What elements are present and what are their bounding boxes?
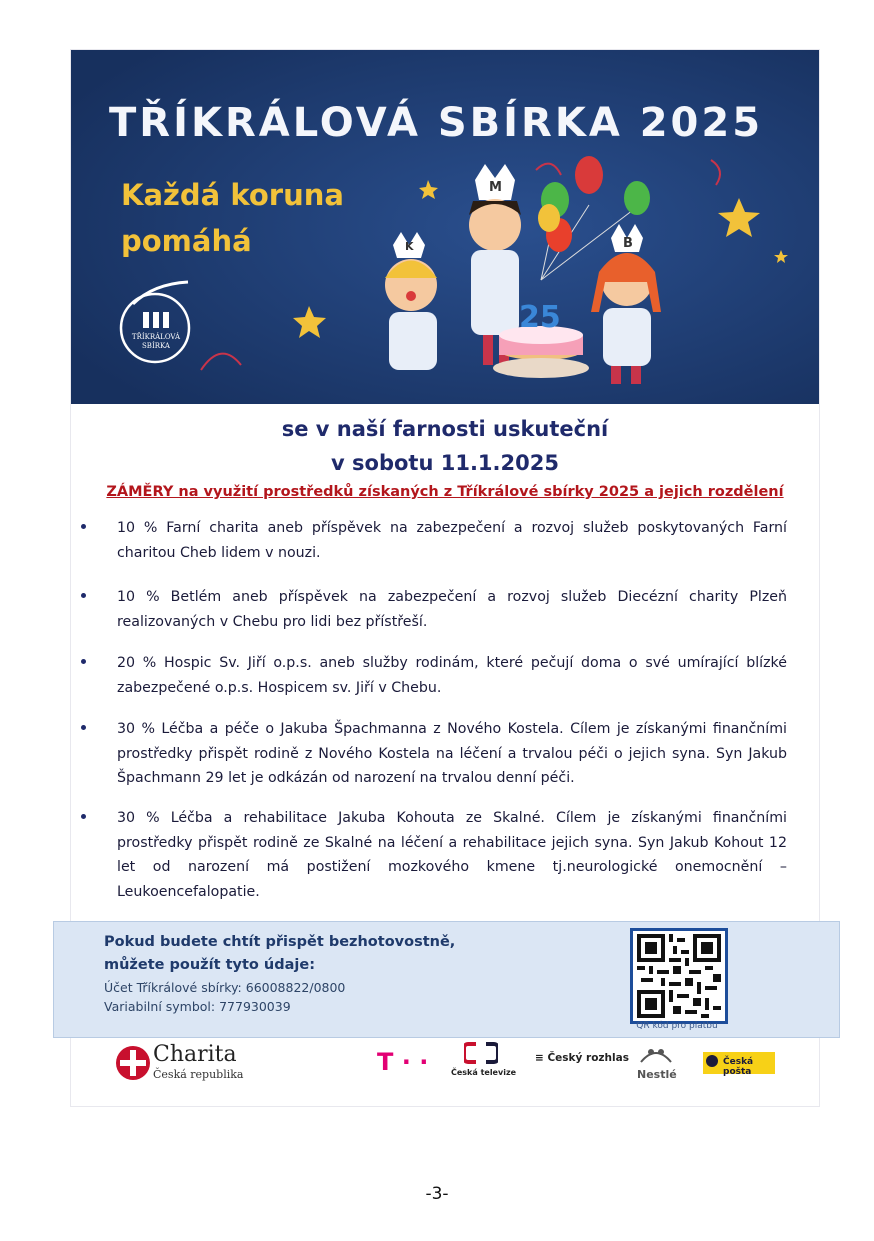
list-item-text: 10 % Betlém aneb příspěvek na zabezpečení a rozvoj služeb Diecézní charity Plzeň realizovaných v Chebu pro lidi bez přístřeší. — [117, 589, 787, 630]
campaign-logo-text — [121, 333, 191, 351]
logo-text-line-2: SBÍRKA — [142, 342, 170, 350]
ct-logo-icon — [464, 1042, 498, 1064]
bullet-icon — [81, 593, 86, 598]
ct-label: Česká televize — [451, 1068, 517, 1077]
page-number: -3- — [425, 1184, 449, 1204]
charita-cross-icon — [115, 1045, 151, 1081]
logo-text-line-1: TŘÍKRÁLOVÁ — [131, 333, 181, 341]
donation-variable-symbol: Variabilní symbol: 777930039 — [104, 999, 291, 1014]
nestle-label: Nestlé — [637, 1068, 677, 1081]
telekom-logo: T · · — [377, 1048, 429, 1076]
crown-letter-k: K — [405, 240, 414, 253]
sponsor-logos — [71, 1040, 819, 1100]
nestle-nest-icon — [637, 1042, 675, 1066]
headline-line-1: se v naší farnosti uskuteční — [281, 417, 609, 441]
cake-number: 25 — [519, 300, 561, 335]
bullet-icon — [81, 725, 86, 730]
banner-title: TŘÍKRÁLOVÁ SBÍRKA 2025 — [109, 100, 764, 146]
list-item-text: 30 % Léčba a péče o Jakuba Špachmanna z Nového Kostela. Cílem je získanými finančními prostředky přispět rodině z Nového Kostela na léčení a trvalou péči o jejich syna. Syn Jakub Špachmann 29 let je odkázán od narození na trvalou denní péči. — [117, 721, 787, 786]
donation-heading-line-2: můžete použít tyto údaje: — [104, 957, 315, 973]
posta-horn-icon — [706, 1055, 718, 1067]
charita-subtitle: Česká republika — [153, 1068, 244, 1081]
bullet-icon — [81, 814, 86, 819]
list-item-text: 30 % Léčba a rehabilitace Jakuba Kohouta ze Skalné. Cílem je získanými finančními prostředky přispět rodině ze Skalné na léčení a rehabilitace jejich syna. Syn Jakub Kohout 12 let od narození má postižení mozkového kmene tj.neurologické onemocnění – Leukoencefalopatie. — [117, 810, 787, 900]
donation-heading-line-1: Pokud budete chtít přispět bezhotovostně, — [104, 934, 456, 950]
rozhlas-label: ≡ Český rozhlas — [535, 1052, 629, 1064]
list-item-text: 10 % Farní charita aneb příspěvek na zabezpečení a rozvoj služeb poskytovaných Farní charitou Cheb lidem v nouzi. — [117, 520, 787, 561]
posta-label: Česká pošta — [723, 1057, 754, 1077]
qr-caption: QR kód pro platbu — [636, 1021, 718, 1031]
donation-info-box — [53, 921, 840, 1038]
campaign-banner — [71, 50, 819, 404]
qr-code-icon — [636, 934, 722, 1018]
slogan-line-2: pomáhá — [121, 224, 252, 258]
crown-letter-b: B — [623, 236, 633, 251]
crown-letter-m: M — [489, 180, 502, 195]
list-item-text: 20 % Hospic Sv. Jiří o.p.s. aneb služby rodinám, které pečují doma o své umírající blízké zabezpečené o.p.s. Hospicem sv. Jiří v Chebu. — [117, 655, 787, 696]
purpose-heading: ZÁMĚRY na využití prostředků získaných z Tříkrálové sbírky 2025 a jejich rozdělení — [106, 484, 784, 500]
rozhlas-text: Český rozhlas — [547, 1052, 629, 1064]
donation-account: Účet Tříkrálové sbírky: 66008822/0800 — [104, 980, 346, 995]
headline-line-2: v sobotu 11.1.2025 — [331, 451, 559, 475]
bullet-icon — [81, 659, 86, 664]
charita-name: Charita — [153, 1042, 237, 1067]
bullet-icon — [81, 524, 86, 529]
payment-qr-code[interactable] — [630, 928, 728, 1024]
slogan-line-1: Každá koruna — [121, 178, 344, 212]
posta-logo — [703, 1052, 775, 1077]
